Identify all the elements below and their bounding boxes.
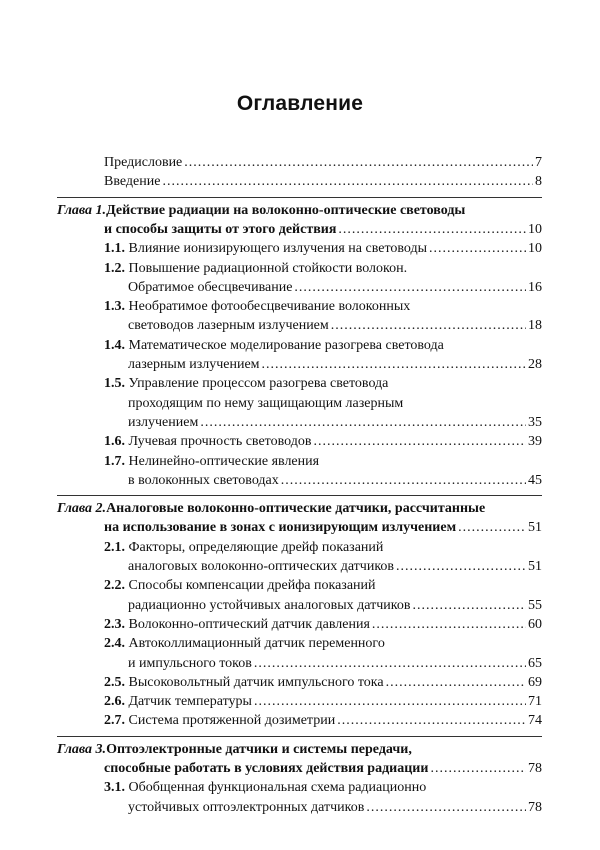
page-number: 71 — [528, 694, 542, 710]
section-number: 1.3. — [104, 299, 125, 315]
chapter-title: Аналоговые волоконно-оптические датчики, рассчитанные — [106, 501, 486, 517]
chapter-divider — [57, 197, 542, 198]
section-title: радиационно устойчивых аналоговых датчиков — [128, 597, 411, 613]
page-number: 51 — [528, 520, 542, 536]
leader-dots — [200, 413, 526, 433]
leader-dots — [396, 557, 526, 577]
section-title: Лучевая прочность световодов — [128, 434, 312, 450]
section-title: Волоконно-оптический датчик давления — [128, 616, 370, 632]
chapter-label: Глава 2. — [57, 501, 107, 517]
section-number: 3.1. — [104, 780, 125, 796]
toc-text-line — [57, 499, 485, 519]
section-title: Обратимое обесцвечивание — [128, 279, 293, 295]
page-number: 10 — [528, 221, 542, 237]
section-number: 2.5. — [104, 674, 125, 690]
toc-text-line — [104, 452, 319, 472]
toc-entry-line — [104, 172, 542, 192]
leader-dots — [337, 711, 526, 731]
chapter-title-cont: и способы защиты от этого действия — [104, 221, 337, 237]
toc-entry-line — [104, 518, 542, 538]
chapter-title-cont: на использование в зонах с ионизирующим излучением — [104, 520, 457, 536]
section-number: 2.4. — [104, 636, 125, 652]
page-number: 18 — [528, 318, 542, 334]
toc-entry-line — [104, 692, 542, 712]
leader-dots — [262, 355, 526, 375]
toc-text-line — [104, 778, 426, 798]
section-number: 1.1. — [104, 241, 125, 257]
chapter-title: Оптоэлектронные датчики и системы передачи, — [106, 741, 412, 757]
section-title: Математическое моделирование разогрева световода — [128, 337, 444, 353]
toc-entry-line — [128, 557, 542, 577]
toc-entry-title: Введение — [104, 174, 161, 190]
chapter-label: Глава 1. — [57, 202, 107, 218]
toc-entry-line — [104, 759, 542, 779]
leader-dots — [162, 172, 533, 192]
section-title: Обобщенная функциональная схема радиационно — [128, 780, 427, 796]
toc-text-line — [104, 374, 388, 394]
leader-dots — [429, 239, 526, 259]
page-number: 7 — [535, 155, 542, 170]
toc-text-line — [104, 634, 385, 654]
section-title: Повышение радиационной стойкости волокон. — [128, 260, 408, 276]
section-number: 2.2. — [104, 578, 125, 594]
toc-entry-line — [104, 153, 542, 173]
leader-dots — [430, 759, 526, 779]
toc-text-line — [57, 201, 465, 221]
leader-dots — [184, 153, 533, 173]
chapter-title: Действие радиации на волоконно-оптические световоды — [106, 202, 466, 218]
page-number: 35 — [528, 414, 542, 430]
leader-dots — [338, 220, 526, 240]
leader-dots — [372, 615, 526, 635]
toc-entry-line — [104, 432, 542, 452]
page-number: 51 — [528, 559, 542, 574]
toc-entry-line — [128, 596, 542, 616]
toc-text-line — [104, 576, 376, 596]
section-title: Датчик температуры — [128, 694, 252, 710]
toc-entry-line — [128, 355, 542, 375]
leader-dots — [281, 471, 526, 491]
toc-entry-line — [104, 673, 542, 693]
toc-entry-line — [104, 615, 542, 635]
section-title: световодов лазерным излучением — [128, 318, 329, 334]
leader-dots — [254, 692, 526, 712]
leader-dots — [386, 673, 526, 693]
section-number: 1.2. — [104, 260, 125, 276]
section-title: в волоконных световодах — [128, 472, 279, 488]
page-number: 74 — [528, 713, 542, 729]
toc-text-line — [104, 336, 444, 356]
page-number: 28 — [528, 357, 542, 372]
toc-entry-title: Предисловие — [104, 155, 183, 170]
leader-dots — [458, 518, 526, 538]
toc-entry-line — [128, 316, 542, 336]
section-title: Автоколлимационный датчик переменного — [128, 636, 385, 652]
section-title: излучением — [128, 414, 199, 430]
toc-entry-line — [128, 654, 542, 674]
chapter-divider — [57, 736, 542, 737]
toc-text-line — [104, 538, 383, 558]
section-title: аналоговых волоконно-оптических датчиков — [128, 559, 395, 574]
page-number: 16 — [528, 279, 542, 295]
section-title: Факторы, определяющие дрейф показаний — [128, 539, 384, 555]
chapter-label: Глава 3. — [57, 741, 107, 757]
page-number: 8 — [535, 174, 542, 190]
page-number: 69 — [528, 674, 542, 690]
leader-dots — [254, 654, 526, 674]
section-number: 1.5. — [104, 376, 125, 392]
toc-text-line — [104, 297, 410, 317]
section-title: Способы компенсации дрейфа показаний — [128, 578, 376, 594]
section-number: 2.3. — [104, 616, 125, 632]
section-number: 2.7. — [104, 713, 125, 729]
toc-entry-line — [128, 471, 542, 491]
page-number: 45 — [528, 472, 542, 488]
page-number: 60 — [528, 616, 542, 632]
section-title: устойчивых оптоэлектронных датчиков — [128, 799, 365, 815]
section-title: лазерным излучением — [128, 357, 260, 372]
toc-entry-line — [128, 278, 542, 298]
section-title: Управление процессом разогрева световода — [128, 376, 389, 392]
page-number: 78 — [528, 799, 542, 815]
page-number: 39 — [528, 434, 542, 450]
page-number: 10 — [528, 241, 542, 257]
page-number: 65 — [528, 655, 542, 671]
section-title: и импульсного токов — [128, 655, 252, 671]
section-title: проходящим по нему защищающим лазерным — [128, 395, 404, 411]
toc-entry-line — [128, 413, 542, 433]
section-title: Высоковольтный датчик импульсного тока — [128, 674, 384, 690]
toc-text-line — [128, 394, 403, 414]
toc-entry-line — [104, 220, 542, 240]
leader-dots — [331, 316, 526, 336]
chapter-divider — [57, 495, 542, 496]
toc-entry-line — [128, 798, 542, 818]
page-title: Оглавление — [236, 92, 364, 115]
section-number: 2.1. — [104, 539, 125, 555]
leader-dots — [313, 432, 526, 452]
leader-dots — [294, 278, 526, 298]
section-title: Необратимое фотообесцвечивание волоконных — [128, 299, 411, 315]
page-number: 78 — [528, 761, 542, 776]
toc-text-line — [57, 740, 412, 760]
section-number: 1.4. — [104, 337, 125, 353]
toc-entry-line — [104, 239, 542, 259]
section-title: Система протяженной дозиметрии — [128, 713, 336, 729]
section-number: 1.7. — [104, 453, 125, 469]
chapter-title-cont: способные работать в условиях действия радиации — [104, 761, 429, 776]
leader-dots — [412, 596, 526, 616]
section-number: 1.6. — [104, 434, 125, 450]
page-number: 55 — [528, 597, 542, 613]
leader-dots — [366, 798, 526, 818]
toc-text-line — [104, 259, 407, 279]
toc-entry-line — [104, 711, 542, 731]
section-number: 2.6. — [104, 694, 125, 710]
section-title: Нелинейно-оптические явления — [128, 453, 320, 469]
section-title: Влияние ионизирующего излучения на световоды — [128, 241, 428, 257]
